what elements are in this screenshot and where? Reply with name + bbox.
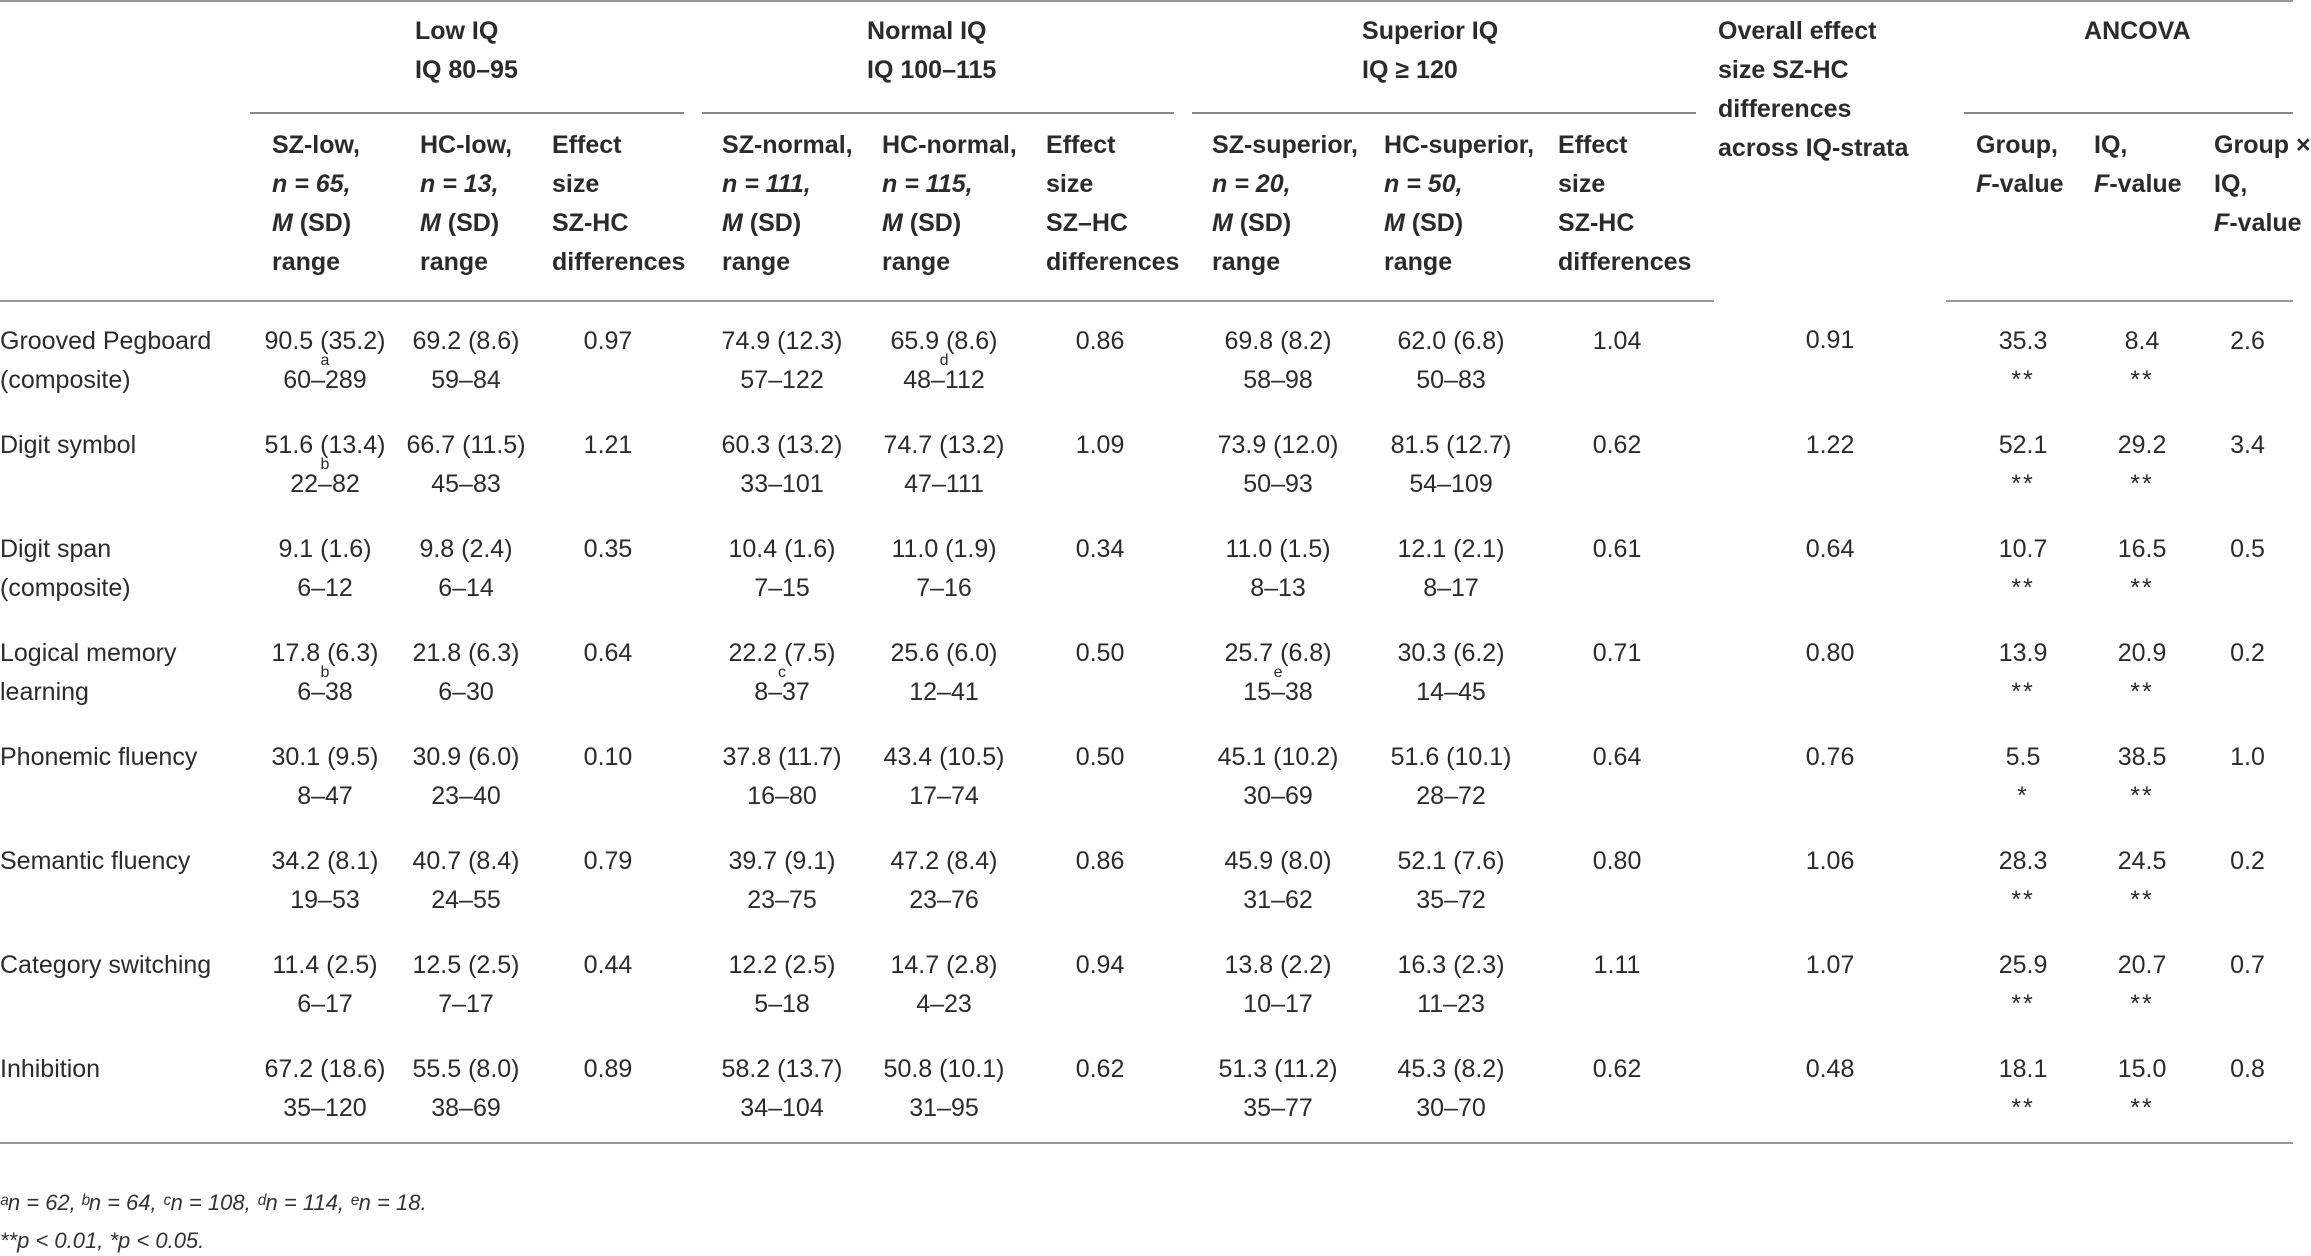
group-overall-effect: Overall effect size SZ-HC differences across IQ-strata — [1714, 1, 1946, 301]
subheader-row — [0, 113, 2293, 301]
group-f-cell: 28.3 ** — [1964, 830, 2082, 934]
interaction-f-cell: 0.7 — [2230, 951, 2265, 979]
interaction-f-cell: 2.6 — [2230, 327, 2265, 355]
es-superior-cell: 0.62 — [1538, 1038, 1696, 1143]
sz-normal-cell: 74.9 (12.3) 57–122 — [721, 327, 843, 394]
sz-low-cell: 30.1 (9.5) 8–47 — [271, 743, 379, 810]
significance-marker: ** — [2130, 574, 2154, 602]
es-normal-cell: 0.50 — [1075, 639, 1125, 667]
group-f-cell: 52.1 ** — [1964, 414, 2082, 518]
es-low-cell: 1.21 — [583, 431, 633, 459]
sz-superior-cell: 45.9 (8.0) 31–62 — [1224, 847, 1332, 914]
hc-superior-header: HC-superior, n = 50, M (SD) range — [1364, 113, 1538, 301]
sz-normal-cell: 60.3 (13.2) 33–101 — [721, 431, 843, 498]
hc-superior-cell: 52.1 (7.6) 35–72 — [1397, 847, 1505, 914]
iq-f-cell: 24.5 ** — [2082, 830, 2202, 934]
group-low-iq: Low IQ IQ 80–95 — [250, 1, 684, 113]
overall-effect-cell: 1.07 — [1805, 951, 1855, 979]
overall-effect-cell: 0.76 — [1805, 743, 1855, 771]
table-row — [0, 1038, 2293, 1143]
significance-marker: ** — [2011, 470, 2035, 498]
interaction-f-cell: 0.2 — [2230, 847, 2265, 875]
group-f-cell: 13.9 ** — [1964, 622, 2082, 726]
hc-normal-cell: 43.4 (10.5) 17–74 — [883, 743, 1005, 810]
measure-label: Digit span (composite) — [0, 535, 131, 602]
hc-normal-cell: 50.8 (10.1) 31–95 — [862, 1038, 1026, 1143]
significance-marker: ** — [2130, 1094, 2154, 1122]
group-superior-iq: Superior IQ IQ ≥ 120 — [1192, 1, 1696, 113]
overall-effect-cell: 1.06 — [1805, 847, 1855, 875]
es-superior-cell: 0.71 — [1592, 639, 1642, 667]
iq-f-header: IQ, F-value — [2082, 113, 2202, 301]
es-superior-cell: 1.11 — [1593, 951, 1641, 979]
es-normal-cell: 0.86 — [1075, 327, 1125, 355]
interaction-f-cell: 0.8 — [2202, 1038, 2293, 1143]
group-normal-iq: Normal IQ IQ 100–115 — [702, 1, 1174, 113]
es-superior-cell: 0.62 — [1592, 431, 1642, 459]
significance-marker: ** — [2011, 678, 2035, 706]
es-normal-cell: 0.86 — [1075, 847, 1125, 875]
sz-normal-cell: 12.2 (2.5) 5–18 — [728, 951, 836, 1018]
sz-superior-cell: 73.9 (12.0) 50–93 — [1217, 431, 1339, 498]
iq-f-cell: 16.5 ** — [2082, 518, 2202, 622]
hc-low-cell: 55.5 (8.0) 38–69 — [400, 1038, 532, 1143]
group-f-cell: 18.1 ** — [1964, 1038, 2082, 1143]
es-low-header: Effect size SZ-HC differences — [532, 113, 684, 301]
sz-normal-cell: 58.2 (13.7) 34–104 — [702, 1038, 862, 1143]
sz-low-cell: 17.8 (6.3) b 6–38 — [271, 639, 379, 706]
sz-low-header: SZ-low, n = 65, M (SD) range — [250, 113, 400, 301]
overall-effect-cell: 0.64 — [1805, 535, 1855, 563]
sz-low-cell: 51.6 (13.4) b 22–82 — [264, 431, 386, 498]
sz-superior-cell: 69.8 (8.2) 58–98 — [1224, 327, 1332, 394]
es-superior-header: Effect size SZ-HC differences — [1538, 113, 1696, 301]
es-normal-header: Effect size SZ–HC differences — [1026, 113, 1174, 301]
hc-low-cell: 69.2 (8.6) 59–84 — [412, 327, 520, 394]
table-body — [0, 301, 2293, 1143]
hc-normal-cell: 14.7 (2.8) 4–23 — [890, 951, 998, 1018]
significance-marker: ** — [2011, 886, 2035, 914]
hc-low-cell: 12.5 (2.5) 7–17 — [412, 951, 520, 1018]
hc-superior-cell: 51.6 (10.1) 28–72 — [1390, 743, 1512, 810]
measure-label: Inhibition — [0, 1038, 250, 1143]
hc-low-cell: 30.9 (6.0) 23–40 — [412, 743, 520, 810]
sz-low-cell: 67.2 (18.6) 35–120 — [250, 1038, 400, 1143]
significance-marker: * — [2017, 782, 2029, 810]
interaction-f-cell: 1.0 — [2230, 743, 2265, 771]
es-normal-cell: 0.34 — [1075, 535, 1125, 563]
significance-marker: ** — [2011, 366, 2035, 394]
hc-superior-cell: 30.3 (6.2) 14–45 — [1397, 639, 1505, 706]
hc-low-cell: 9.8 (2.4) 6–14 — [419, 535, 513, 602]
hc-superior-cell: 81.5 (12.7) 54–109 — [1390, 431, 1512, 498]
iq-f-cell: 29.2 ** — [2082, 414, 2202, 518]
hc-low-cell: 21.8 (6.3) 6–30 — [412, 639, 520, 706]
significance-marker: ** — [2011, 1094, 2035, 1122]
group-f-cell: 25.9 ** — [1964, 934, 2082, 1038]
interaction-f-cell: 3.4 — [2230, 431, 2265, 459]
table-row — [0, 622, 2293, 726]
hc-normal-cell: 65.9 (8.6) d 48–112 — [890, 327, 998, 394]
sz-normal-cell: 39.7 (9.1) 23–75 — [728, 847, 836, 914]
es-low-cell: 0.97 — [583, 327, 633, 355]
hc-superior-cell: 12.1 (2.1) 8–17 — [1397, 535, 1505, 602]
es-low-cell: 0.89 — [532, 1038, 684, 1143]
es-normal-cell: 0.50 — [1075, 743, 1125, 771]
measure-label: Category switching — [0, 951, 212, 979]
group-f-cell: 10.7 ** — [1964, 518, 2082, 622]
es-low-cell: 0.64 — [583, 639, 633, 667]
group-header-row — [0, 1, 2293, 113]
es-superior-cell: 0.80 — [1592, 847, 1642, 875]
table-row — [0, 414, 2293, 518]
significance-marker: ** — [2130, 990, 2154, 1018]
es-low-cell: 0.10 — [583, 743, 633, 771]
es-low-cell: 0.79 — [583, 847, 633, 875]
hc-normal-cell: 11.0 (1.9) 7–16 — [891, 535, 997, 602]
sz-normal-cell: 22.2 (7.5) c 8–37 — [728, 639, 836, 706]
hc-low-header: HC-low, n = 13, M (SD) range — [400, 113, 532, 301]
table-row — [0, 830, 2293, 934]
sz-normal-cell: 37.8 (11.7) 16–80 — [722, 743, 842, 810]
sz-superior-cell: 13.8 (2.2) 10–17 — [1224, 951, 1332, 1018]
significance-marker: ** — [2011, 990, 2035, 1018]
iq-f-cell: 20.9 ** — [2082, 622, 2202, 726]
iq-f-cell: 8.4 ** — [2082, 301, 2202, 414]
es-normal-cell: 0.62 — [1026, 1038, 1174, 1143]
es-low-cell: 0.44 — [583, 951, 633, 979]
group-f-header: Group, F-value — [1964, 113, 2082, 301]
iq-f-cell: 38.5 ** — [2082, 726, 2202, 830]
hc-normal-cell: 25.6 (6.0) 12–41 — [890, 639, 998, 706]
measure-label: Digit symbol — [0, 431, 137, 459]
sz-normal-cell: 10.4 (1.6) 7–15 — [728, 535, 836, 602]
interaction-f-cell: 0.2 — [2230, 639, 2265, 667]
significance-marker: ** — [2130, 886, 2154, 914]
significance-marker: ** — [2011, 574, 2035, 602]
hc-superior-cell: 62.0 (6.8) 50–83 — [1397, 327, 1505, 394]
significance-marker: ** — [2130, 678, 2154, 706]
group-f-cell: 5.5 * — [1964, 726, 2082, 830]
es-low-cell: 0.35 — [583, 535, 633, 563]
sz-superior-header: SZ-superior, n = 20, M (SD) range — [1192, 113, 1364, 301]
measure-label: Logical memory learning — [0, 639, 177, 706]
sz-low-cell: 34.2 (8.1) 19–53 — [271, 847, 379, 914]
hc-superior-cell: 16.3 (2.3) 11–23 — [1397, 951, 1505, 1018]
sz-superior-cell: 11.0 (1.5) 8–13 — [1225, 535, 1331, 602]
es-superior-cell: 1.04 — [1592, 327, 1642, 355]
significance-marker: ** — [2130, 782, 2154, 810]
sz-low-cell: 9.1 (1.6) 6–12 — [278, 535, 372, 602]
iq-f-cell: 15.0 ** — [2082, 1038, 2202, 1143]
overall-effect-cell: 0.48 — [1714, 1038, 1946, 1143]
sz-normal-header: SZ-normal, n = 111, M (SD) range — [702, 113, 862, 301]
overall-effect-cell: 0.91 — [1805, 326, 1855, 354]
overall-effect-cell: 0.80 — [1805, 639, 1855, 667]
table-row — [0, 518, 2293, 622]
table-row — [0, 301, 2293, 414]
measure-label: Grooved Pegboard (composite) — [0, 327, 212, 394]
footnote-sample-sizes: ᵃn = 62, ᵇn = 64, ᶜn = 108, ᵈn = 114, ᵉn = 18. — [0, 1190, 427, 1215]
sz-superior-cell: 51.3 (11.2) 35–77 — [1192, 1038, 1364, 1143]
iq-f-cell: 20.7 ** — [2082, 934, 2202, 1038]
table-row — [0, 934, 2293, 1038]
hc-normal-cell: 74.7 (13.2) 47–111 — [883, 431, 1005, 498]
hc-low-cell: 40.7 (8.4) 24–55 — [412, 847, 520, 914]
sz-superior-cell: 45.1 (10.2) 30–69 — [1217, 743, 1339, 810]
sz-superior-cell: 25.7 (6.8) e 15–38 — [1224, 639, 1332, 706]
overall-effect-cell: 1.22 — [1805, 431, 1855, 459]
hc-superior-cell: 45.3 (8.2) 30–70 — [1364, 1038, 1538, 1143]
hc-normal-cell: 47.2 (8.4) 23–76 — [890, 847, 998, 914]
measure-label: Phonemic fluency — [0, 743, 198, 771]
footnote-significance: **p < 0.01, *p < 0.05. — [0, 1228, 205, 1253]
measure-label: Semantic fluency — [0, 847, 191, 875]
hc-low-cell: 66.7 (11.5) 45–83 — [406, 431, 526, 498]
sz-low-cell: 11.4 (2.5) 6–17 — [272, 951, 378, 1018]
es-normal-cell: 1.09 — [1075, 431, 1125, 459]
es-normal-cell: 0.94 — [1075, 951, 1125, 979]
es-superior-cell: 0.64 — [1592, 743, 1642, 771]
hc-normal-header: HC-normal, n = 115, M (SD) range — [862, 113, 1026, 301]
table-row — [0, 726, 2293, 830]
interaction-f-header: Group × IQ, F-value — [2202, 113, 2293, 301]
sz-low-cell: 90.5 (35.2) a 60–289 — [264, 327, 386, 394]
group-ancova: ANCOVA — [1964, 1, 2293, 113]
es-superior-cell: 0.61 — [1592, 535, 1642, 563]
significance-marker: ** — [2130, 366, 2154, 394]
interaction-f-cell: 0.5 — [2230, 535, 2265, 563]
significance-marker: ** — [2130, 470, 2154, 498]
group-f-cell: 35.3 ** — [1964, 301, 2082, 414]
